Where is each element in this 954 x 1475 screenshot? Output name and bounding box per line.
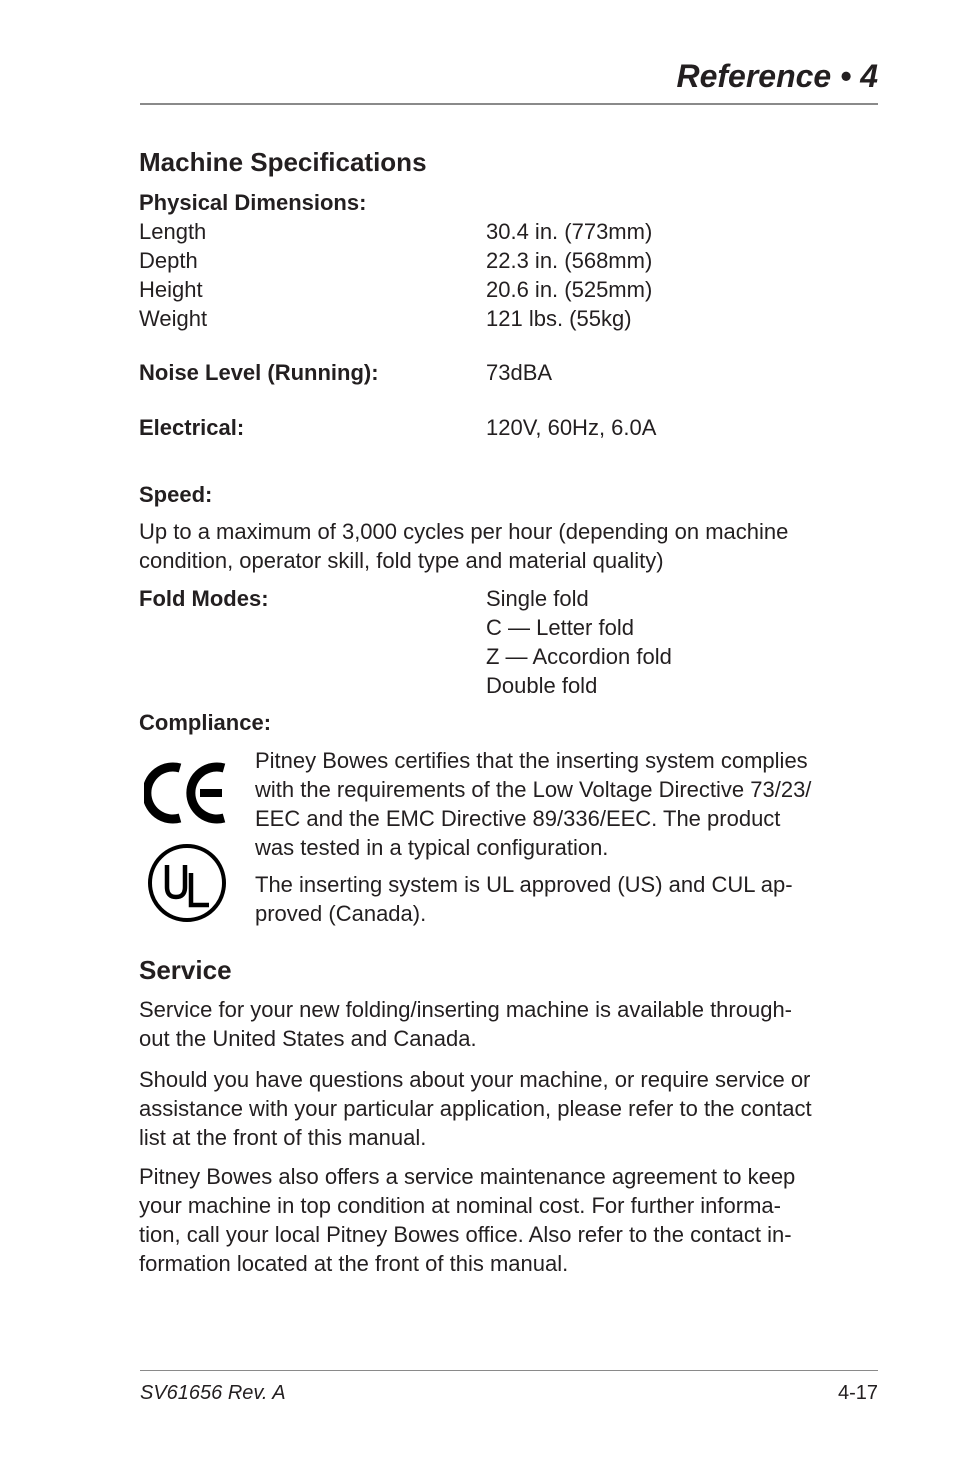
compliance-line: The inserting system is UL approved (US) and CUL ap-	[255, 872, 793, 897]
dimension-name: Length	[139, 219, 207, 244]
noise-level-value: 73dBA	[486, 360, 553, 385]
physical-dimensions-label: Physical Dimensions:	[139, 190, 367, 215]
electrical-value: 120V, 60Hz, 6.0A	[486, 415, 657, 440]
dimension-name: Height	[139, 277, 203, 302]
service-line: tion, call your local Pitney Bowes office. Also refer to the contact in-	[139, 1222, 792, 1247]
fold-mode-item: Single fold	[486, 586, 589, 611]
speed-line: condition, operator skill, fold type and material quality)	[139, 548, 664, 573]
service-paragraph-1	[139, 995, 879, 1053]
service-line: assistance with your particular application, please refer to the contact	[139, 1096, 812, 1121]
dimension-value: 121 lbs. (55kg)	[486, 306, 632, 331]
specs-heading: Machine Specifications	[139, 147, 427, 177]
header-rule	[140, 103, 878, 105]
page-header-title: Reference • 4	[676, 58, 878, 94]
fold-mode-item: Z — Accordion fold	[486, 644, 672, 669]
speed-description	[139, 517, 879, 575]
footer-doc-id: SV61656 Rev. A	[140, 1382, 286, 1404]
dimension-name: Depth	[139, 248, 198, 273]
service-line: out the United States and Canada.	[139, 1026, 477, 1051]
dimension-value: 20.6 in. (525mm)	[486, 277, 653, 302]
speed-label: Speed:	[139, 482, 213, 507]
service-line: Service for your new folding/inserting machine is available through-	[139, 997, 793, 1022]
compliance-paragraph-1	[255, 746, 875, 862]
dimension-value: 22.3 in. (568mm)	[486, 248, 653, 273]
footer-rule	[140, 1370, 878, 1371]
service-paragraph-3	[139, 1162, 879, 1278]
dimension-names	[139, 217, 207, 333]
compliance-line: proved (Canada).	[255, 901, 427, 926]
service-heading: Service	[139, 955, 232, 985]
compliance-line: with the requirements of the Low Voltage Directive 73/23/	[255, 777, 812, 802]
ce-mark-icon	[144, 760, 230, 826]
service-line: your machine in top condition at nominal cost. For further informa-	[139, 1193, 781, 1218]
service-line: Should you have questions about your machine, or require service or	[139, 1067, 811, 1092]
dimension-name: Weight	[139, 306, 208, 331]
fold-mode-item: C — Letter fold	[486, 615, 634, 640]
compliance-line: was tested in a typical configuration.	[255, 835, 609, 860]
ul-mark-icon	[145, 843, 229, 923]
speed-line: Up to a maximum of 3,000 cycles per hour (depending on machine	[139, 519, 789, 544]
compliance-label: Compliance:	[139, 710, 272, 735]
footer-page-number: 4-17	[837, 1382, 878, 1404]
dimension-values	[486, 217, 652, 333]
service-line: list at the front of this manual.	[139, 1125, 427, 1150]
electrical-label: Electrical:	[139, 415, 245, 440]
service-line: Pitney Bowes also offers a service maintenance agreement to keep	[139, 1164, 796, 1189]
dimension-value: 30.4 in. (773mm)	[486, 219, 653, 244]
noise-level-label: Noise Level (Running):	[139, 360, 379, 385]
compliance-line: Pitney Bowes certifies that the inserting system complies	[255, 748, 808, 773]
service-paragraph-2	[139, 1065, 879, 1152]
fold-modes-list	[486, 584, 672, 700]
fold-modes-label: Fold Modes:	[139, 586, 269, 611]
fold-mode-item: Double fold	[486, 673, 598, 698]
service-line: formation located at the front of this manual.	[139, 1251, 569, 1276]
compliance-paragraph-2	[255, 870, 875, 928]
compliance-line: EEC and the EMC Directive 89/336/EEC. The product	[255, 806, 781, 831]
